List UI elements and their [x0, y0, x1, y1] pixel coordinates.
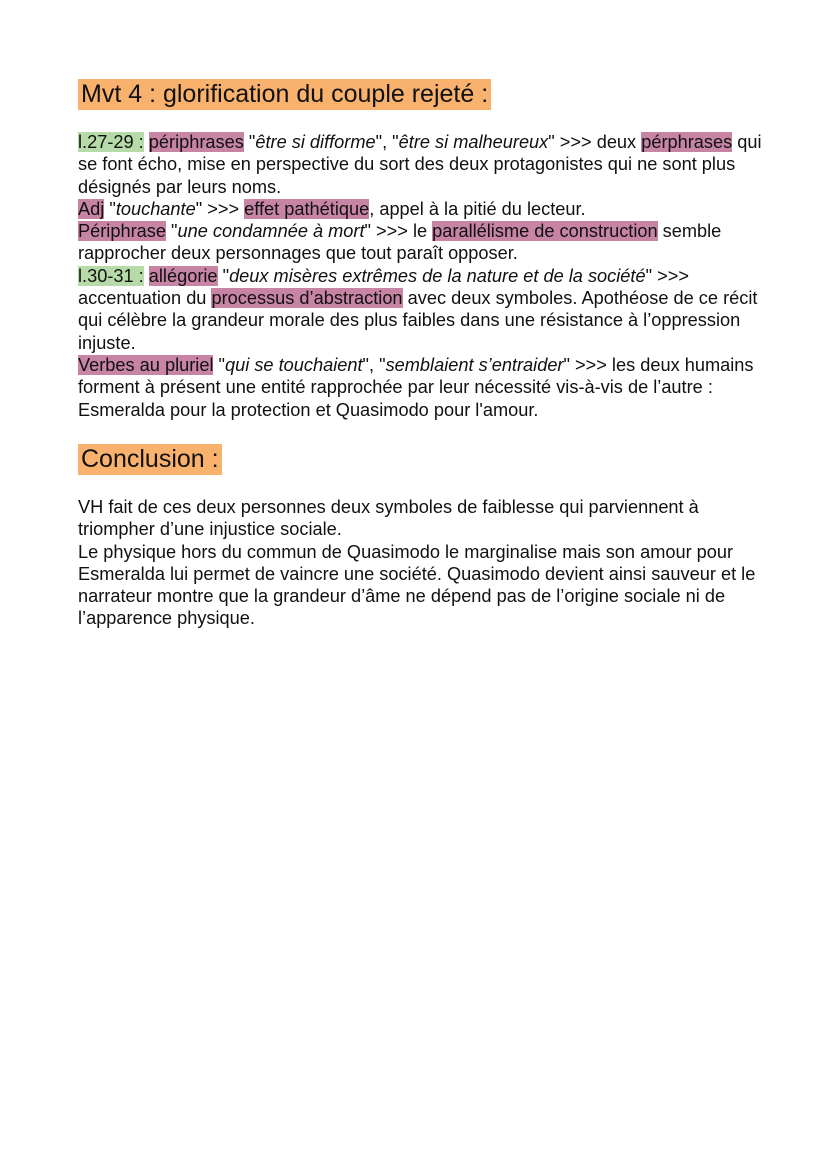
figure-of-speech: pérphrases — [641, 132, 733, 152]
text: " >>> — [195, 198, 245, 219]
text: semble rapprocher deux personnages que tout paraît opposer. — [78, 221, 722, 264]
figure-of-speech: effet pathétique — [244, 198, 370, 219]
section-heading-conclusion: Conclusion : — [78, 444, 222, 475]
text: avec deux symboles. Apothéose de ce récit qui célèbre la grandeur morale des plus faibles dans une résistance à l’oppression injuste. — [78, 288, 758, 353]
analysis-paragraph-3 — [78, 220, 768, 265]
conclusion-section — [78, 496, 768, 630]
line-reference: l.30-31 : — [78, 265, 144, 286]
text: , appel à la pitié du lecteur. — [369, 198, 586, 219]
quote: être si malheureux — [398, 132, 549, 152]
section-heading-mvt4: Mvt 4 : glorification du couple rejeté : — [78, 79, 491, 110]
conclusion-paragraph-2: Le physique hors du commun de Quasimodo le marginalise mais son amour pour Esmeralda lui permet de vaincre une société. Quasimodo devient ainsi sauveur et le narrateur montre que la grandeur d’âme ne dépend pas de l’origine sociale ni de l’apparence physique. — [78, 541, 756, 629]
figure-of-speech: parallélisme de construction — [432, 221, 658, 242]
text: " >>> le — [364, 221, 433, 242]
text: " — [165, 221, 178, 242]
quote: une condamnée à mort — [177, 221, 365, 242]
text: " — [213, 354, 225, 375]
quote: touchante — [115, 198, 196, 219]
text: " — [104, 198, 116, 219]
line-reference: l.27-29 : — [78, 132, 144, 152]
text: " >>> les deux humains forment à présent une entité rapprochée par leur nécessité vis-à-vis de l’autre : Esmeralda pour la protection et Quasimodo pour l'amour. — [78, 354, 754, 420]
figure-of-speech: Verbes au pluriel — [78, 354, 214, 375]
quote: semblaient s’entraider — [385, 354, 564, 375]
quote: être si difforme — [255, 132, 376, 152]
figure-of-speech: processus d’abstraction — [211, 288, 403, 309]
quote: deux misères extrêmes de la nature et de la société — [229, 265, 646, 286]
text: ", " — [375, 132, 399, 152]
text: ", " — [362, 354, 386, 375]
figure-of-speech: Périphrase — [78, 221, 166, 242]
text: " >>> deux — [548, 132, 637, 152]
analysis-paragraph-1 — [78, 131, 768, 198]
analysis-paragraph-5 — [78, 354, 768, 421]
analysis-paragraph-4 — [78, 265, 768, 354]
figure-of-speech: Adj — [78, 198, 105, 219]
text: " >>> accentuation du — [78, 265, 689, 309]
text: qui se font écho, mise en perspective du sort des deux protagonistes qui ne sont plus désignés par leurs noms. — [78, 132, 762, 197]
text: " — [243, 132, 256, 152]
figure-of-speech: allégorie — [148, 265, 218, 286]
quote: qui se touchaient — [225, 354, 363, 375]
text: " — [217, 265, 230, 286]
analysis-section — [78, 131, 768, 421]
analysis-paragraph-2 — [78, 198, 768, 220]
conclusion-paragraph-1: VH fait de ces deux personnes deux symboles de faiblesse qui parviennent à triompher d’une injustice sociale. — [78, 497, 699, 540]
figure-of-speech: périphrases — [148, 132, 244, 152]
